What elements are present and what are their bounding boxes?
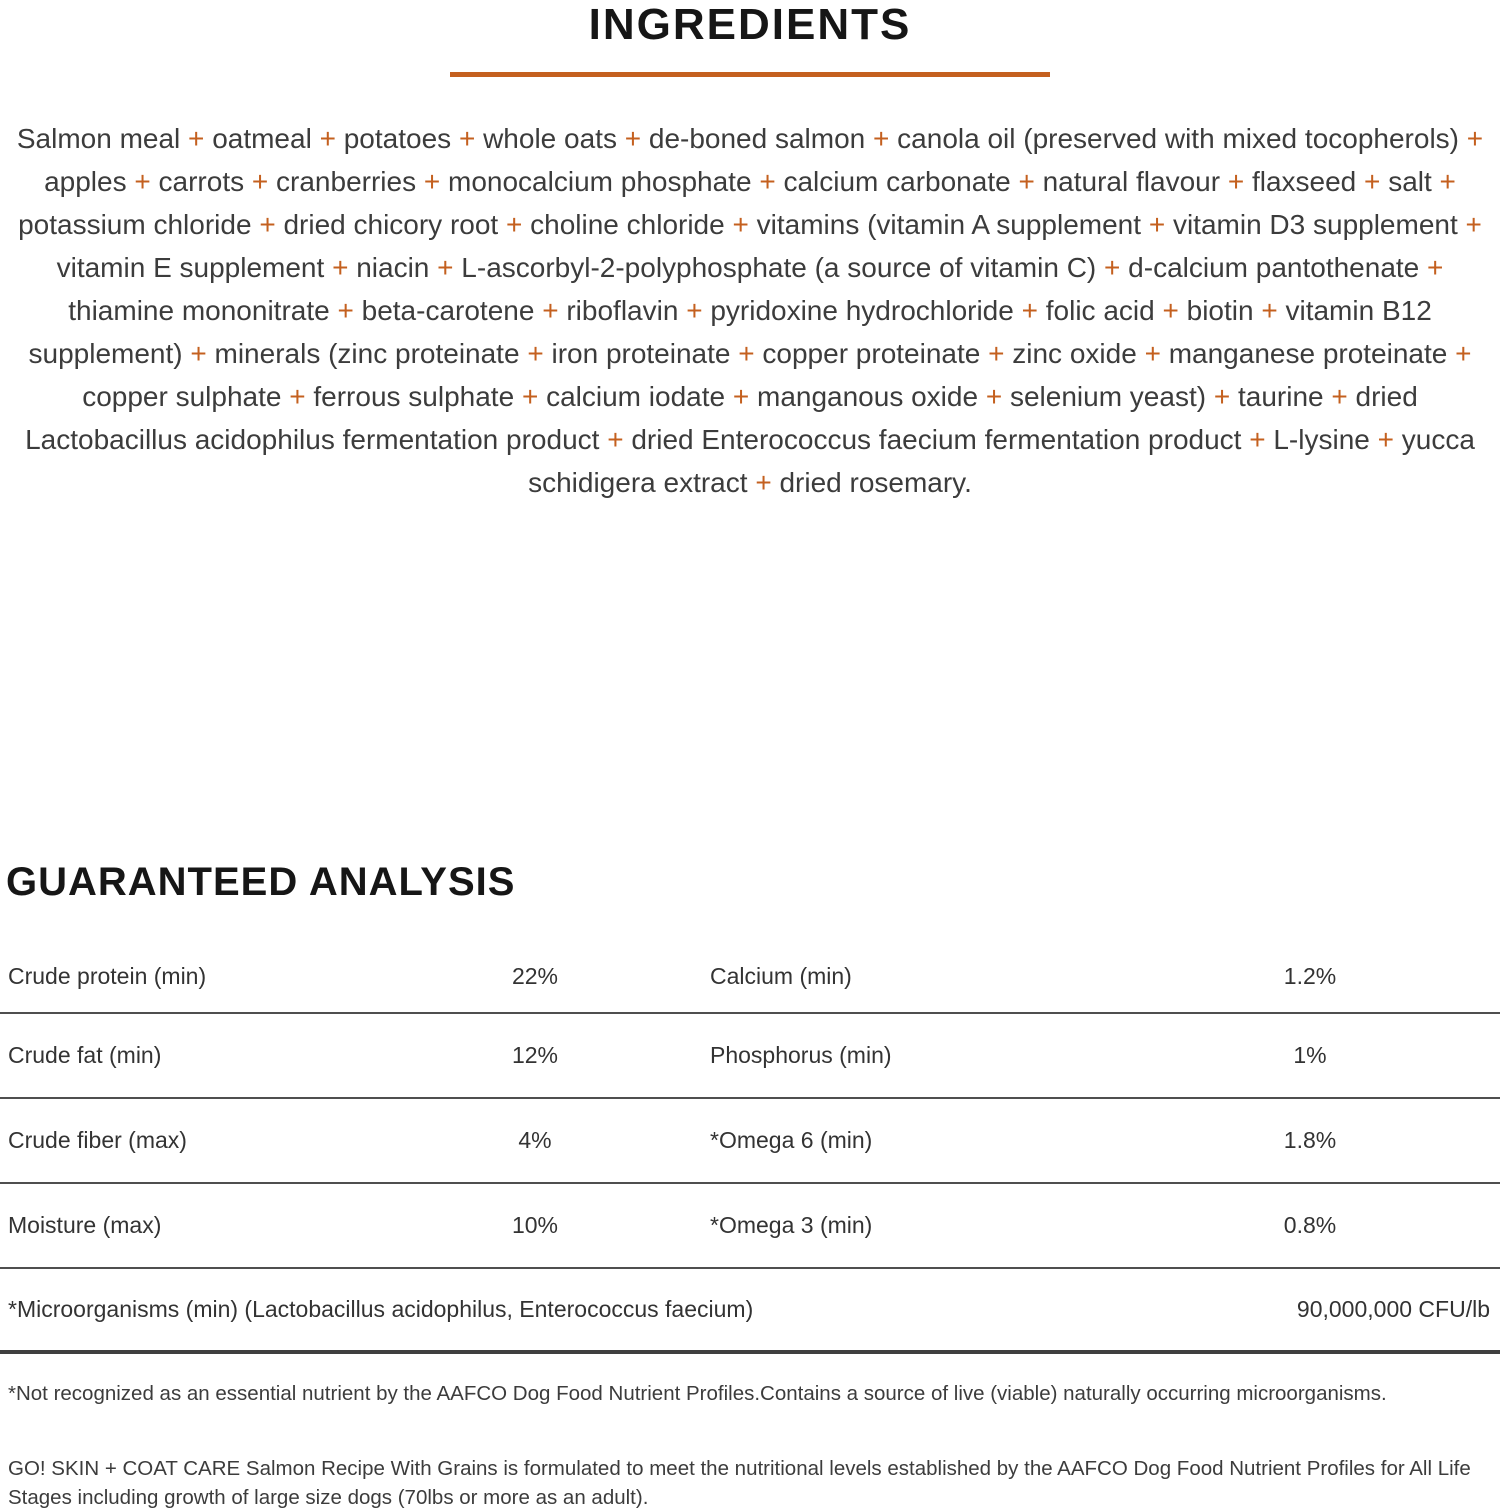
analysis-row <box>0 1099 1500 1184</box>
nutrient-label: Crude fiber (max) <box>8 1127 187 1153</box>
plus-separator: + <box>1227 166 1245 197</box>
ingredient-item: vitamins (vitamin A supplement <box>756 209 1142 240</box>
ingredient-item: folic acid <box>1045 295 1155 326</box>
ingredient-item: salt <box>1388 166 1432 197</box>
ingredient-item: L-ascorbyl-2-polyphosphate (a source of vitamin C) <box>461 252 1097 283</box>
plus-separator: + <box>458 123 476 154</box>
ingredient-item: vitamin D3 supplement <box>1172 209 1458 240</box>
plus-separator: + <box>521 381 539 412</box>
nutrient-label: *Omega 3 (min) <box>710 1212 873 1238</box>
ingredient-item: yucca schidigera extract <box>528 424 1475 498</box>
plus-separator: + <box>527 338 544 369</box>
guaranteed-analysis-section <box>0 860 1500 1512</box>
ingredient-item: cranberries <box>276 166 417 197</box>
ingredient-item: vitamin E supplement <box>56 252 325 283</box>
ingredient-item: natural flavour <box>1042 166 1221 197</box>
ingredient-item: minerals (zinc proteinate <box>214 338 520 369</box>
ingredient-item: dried rosemary. <box>779 467 972 498</box>
ingredient-item: canola oil (preserved with mixed tocopherols) <box>897 123 1459 154</box>
plus-separator: + <box>738 338 755 369</box>
plus-separator: + <box>1162 295 1179 326</box>
plus-separator: + <box>251 166 269 197</box>
nutrient-value: 0.8% <box>1283 1212 1337 1238</box>
ingredient-item: ferrous sulphate <box>313 381 515 412</box>
analysis-row <box>0 1184 1500 1269</box>
plus-separator: + <box>624 123 642 154</box>
ingredient-item: flaxseed <box>1251 166 1357 197</box>
plus-separator: + <box>1144 338 1161 369</box>
aafco-footnote: *Not recognized as an essential nutrient by the AAFCO Dog Food Nutrient Profiles.Contains a source of live (viable) naturally occurring microorganisms. <box>8 1382 1387 1405</box>
nutrient-value: 1.2% <box>1283 962 1337 989</box>
ingredients-text <box>6 117 1494 504</box>
ingredient-item: selenium yeast) <box>1009 381 1207 412</box>
ingredient-item: Salmon meal <box>16 123 181 154</box>
plus-separator: + <box>542 295 559 326</box>
microorganisms-value: 90,000,000 CFU/lb <box>1296 1296 1490 1322</box>
ingredient-item: riboflavin <box>566 295 679 326</box>
ingredient-item: monocalcium phosphate <box>448 166 752 197</box>
analysis-row <box>0 940 1500 1014</box>
plus-separator: + <box>988 338 1005 369</box>
plus-separator: + <box>437 252 454 283</box>
nutrient-label: Moisture (max) <box>8 1212 162 1238</box>
ingredient-item: calcium carbonate <box>783 166 1011 197</box>
nutrient-label: Crude fat (min) <box>8 1042 162 1068</box>
plus-separator: + <box>1104 252 1121 283</box>
plus-separator: + <box>506 209 523 240</box>
plus-separator: + <box>1364 166 1381 197</box>
plus-separator: + <box>732 209 749 240</box>
plus-separator: + <box>607 424 624 455</box>
plus-separator: + <box>732 381 750 412</box>
plus-separator: + <box>755 467 772 498</box>
plus-separator: + <box>190 338 207 369</box>
ingredient-item: pyridoxine hydrochloride <box>710 295 1014 326</box>
ingredient-item: d-calcium pantothenate <box>1128 252 1420 283</box>
ingredient-item: taurine <box>1237 381 1324 412</box>
ingredients-section <box>0 0 1500 504</box>
plus-separator: + <box>1427 252 1444 283</box>
nutrient-value: 22% <box>511 962 559 989</box>
plus-separator: + <box>188 123 205 154</box>
ingredient-item: L-lysine <box>1273 424 1370 455</box>
plus-separator: + <box>1148 209 1166 240</box>
ingredient-item: oatmeal <box>212 123 312 154</box>
plus-separator: + <box>319 123 336 154</box>
ingredient-item: niacin <box>356 252 430 283</box>
microorganisms-row <box>0 1269 1500 1354</box>
plus-separator: + <box>332 252 349 283</box>
plus-separator: + <box>985 381 1003 412</box>
plus-separator: + <box>1021 295 1038 326</box>
plus-separator: + <box>134 166 151 197</box>
ingredient-item: manganous oxide <box>757 381 979 412</box>
nutrient-value: 1% <box>1293 1042 1327 1068</box>
nutrient-value: 1.8% <box>1283 1127 1337 1153</box>
ingredient-item: apples <box>44 166 127 197</box>
microorganisms-label: *Microorganisms (min) (Lactobacillus acidophilus, Enterococcus faecium) <box>8 1296 754 1322</box>
plus-separator: + <box>423 166 441 197</box>
orange-divider-rule <box>450 72 1050 77</box>
ingredient-item: beta-carotene <box>361 295 535 326</box>
plus-separator: + <box>1466 123 1484 154</box>
plus-separator: + <box>1249 424 1266 455</box>
ingredient-item: potatoes <box>343 123 452 154</box>
ingredient-item: zinc oxide <box>1012 338 1137 369</box>
plus-separator: + <box>289 381 306 412</box>
ingredient-item: thiamine mononitrate <box>68 295 330 326</box>
plus-separator: + <box>259 209 276 240</box>
analysis-row <box>0 1014 1500 1099</box>
ingredient-item: biotin <box>1186 295 1254 326</box>
plus-separator: + <box>1465 209 1482 240</box>
ingredient-item: choline chloride <box>530 209 725 240</box>
ingredient-item: whole oats <box>483 123 617 154</box>
ingredients-title: INGREDIENTS <box>588 0 912 49</box>
ingredient-item: potassium chloride <box>18 209 252 240</box>
nutrient-value: 10% <box>511 1212 559 1238</box>
plus-separator: + <box>759 166 776 197</box>
nutrient-value: 4% <box>518 1127 552 1153</box>
plus-separator: + <box>1018 166 1035 197</box>
plus-separator: + <box>1455 338 1472 369</box>
plus-separator: + <box>1439 166 1456 197</box>
nutrient-label: Calcium (min) <box>710 962 852 989</box>
plus-separator: + <box>873 123 890 154</box>
ingredient-item: iron proteinate <box>551 338 731 369</box>
guaranteed-analysis-title: GUARANTEED ANALYSIS <box>6 860 516 904</box>
ingredient-item: dried Enterococcus faecium fermentation product <box>631 424 1242 455</box>
nutrient-label: Crude protein (min) <box>8 962 207 989</box>
plus-separator: + <box>1331 381 1348 412</box>
ingredient-item: dried chicory root <box>283 209 499 240</box>
ingredient-item: dried Lactobacillus acidophilus fermentation product <box>25 381 1418 455</box>
ingredient-item: vitamin B12 supplement) <box>28 295 1432 369</box>
ingredient-item: manganese proteinate <box>1168 338 1448 369</box>
nutrient-label: *Omega 6 (min) <box>710 1127 873 1153</box>
plus-separator: + <box>1261 295 1278 326</box>
analysis-table <box>0 940 1500 1269</box>
ingredient-item: carrots <box>158 166 245 197</box>
plus-separator: + <box>1377 424 1394 455</box>
ingredient-item: de-boned salmon <box>648 123 866 154</box>
plus-separator: + <box>1213 381 1231 412</box>
nutrient-value: 12% <box>511 1042 559 1068</box>
nutrient-label: Phosphorus (min) <box>710 1042 892 1068</box>
ingredient-item: copper proteinate <box>762 338 981 369</box>
plus-separator: + <box>337 295 354 326</box>
plus-separator: + <box>686 295 703 326</box>
ingredient-item: copper sulphate <box>82 381 282 412</box>
formulation-statement: GO! SKIN + COAT CARE Salmon Recipe With Grains is formulated to meet the nutritional levels established by the AAFCO Dog Food Nutrient Profiles for All Life Stages including growth of large size dogs (70lbs or more as an adult). <box>8 1457 1471 1509</box>
ingredient-item: calcium iodate <box>546 381 726 412</box>
